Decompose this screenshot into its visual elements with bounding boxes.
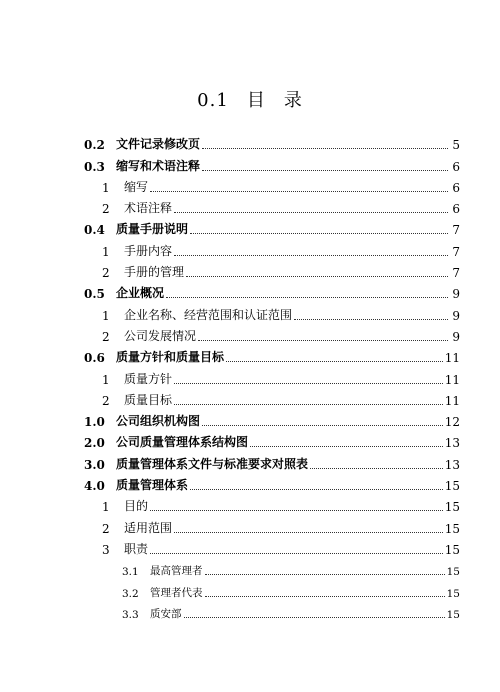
toc-entry-number: 1 [102,500,110,515]
toc-leader-dots [198,340,448,341]
toc-entry-title: 最高管理者 [150,565,203,578]
table-of-contents [84,131,460,621]
toc-entry-number: 0.5 [84,287,105,302]
toc-entry-title: 管理者代表 [150,586,203,599]
toc-entry[interactable] [84,323,460,344]
toc-leader-dots [174,212,448,213]
toc-entry-title: 企业名称、经营范围和认证范围 [124,307,293,322]
toc-entry-page: 13 [444,436,460,451]
toc-leader-dots [226,361,443,362]
toc-entry-page: 7 [452,244,460,259]
toc-leader-dots [190,233,448,234]
toc-entry[interactable] [84,536,460,557]
toc-entry[interactable] [84,578,460,599]
toc-entry-title: 质量管理体系 [116,478,189,493]
toc-entry-number: 2.0 [84,436,105,451]
toc-entry-number: 1 [102,244,110,259]
toc-entry-page: 12 [444,415,460,430]
toc-entry-title: 目的 [124,499,149,514]
toc-leader-dots [150,510,443,511]
toc-entry[interactable] [84,280,460,301]
toc-leader-dots [174,404,443,405]
toc-entry-title: 手册的管理 [124,265,185,280]
toc-leader-dots [310,468,443,469]
title-text-b: 录 [283,90,303,111]
page-title [0,86,500,112]
toc-entry-number: 3 [102,542,110,557]
toc-entry-page: 7 [452,223,460,238]
toc-entry-page: 6 [452,180,460,195]
toc-entry[interactable] [84,450,460,471]
toc-entry-number: 0.6 [84,351,105,366]
title-text-a: 目 [246,90,266,111]
toc-leader-dots [205,574,445,575]
toc-leader-dots [150,191,448,192]
toc-entry-number: 0.4 [84,223,105,238]
toc-leader-dots [150,553,443,554]
toc-entry[interactable] [84,557,460,578]
toc-entry-page: 9 [452,329,460,344]
toc-entry-number: 2 [102,329,110,344]
toc-entry-number: 0.2 [84,138,105,153]
toc-entry[interactable] [84,387,460,408]
toc-entry-page: 11 [444,393,460,408]
toc-entry-number: 3.2 [122,587,139,600]
toc-entry-number: 1 [102,372,110,387]
toc-entry-page: 5 [452,138,460,153]
toc-entry-page: 15 [446,587,460,600]
toc-entry[interactable] [84,514,460,535]
toc-entry[interactable] [84,131,460,152]
toc-entry[interactable] [84,600,460,621]
toc-entry[interactable] [84,301,460,322]
toc-entry[interactable] [84,344,460,365]
toc-entry-number: 3.1 [122,566,139,579]
toc-entry-page: 13 [444,457,460,472]
toc-leader-dots [294,319,448,320]
toc-entry[interactable] [84,195,460,216]
toc-entry-number: 3.3 [122,608,139,621]
toc-entry-title: 质量目标 [124,392,173,407]
toc-entry-title: 质量手册说明 [116,222,189,237]
toc-entry-title: 质量方针和质量目标 [116,350,225,365]
toc-entry-page: 9 [452,308,460,323]
toc-entry-page: 9 [452,287,460,302]
toc-entry-page: 15 [446,566,460,579]
toc-entry-title: 适用范围 [124,520,173,535]
toc-entry-page: 15 [444,500,460,515]
toc-entry-title: 手册内容 [124,243,173,258]
toc-entry-number: 1 [102,180,110,195]
toc-entry[interactable] [84,174,460,195]
toc-entry-title: 文件记录修改页 [116,137,201,152]
toc-leader-dots [174,383,443,384]
toc-leader-dots [202,170,448,171]
toc-entry-title: 质量方针 [124,371,173,386]
toc-entry-page: 11 [444,351,460,366]
toc-entry-number: 2 [102,202,110,217]
toc-leader-dots [190,489,443,490]
toc-entry[interactable] [84,152,460,173]
toc-entry-page: 6 [452,202,460,217]
toc-entry-title: 术语注释 [124,201,173,216]
toc-entry-number: 1 [102,308,110,323]
toc-leader-dots [205,596,445,597]
toc-entry-page: 15 [446,608,460,621]
toc-entry-number: 4.0 [84,479,105,494]
toc-entry-number: 2 [102,521,110,536]
toc-entry-title: 公司质量管理体系结构图 [116,435,249,450]
toc-entry-number: 2 [102,266,110,281]
toc-entry[interactable] [84,237,460,258]
toc-entry-title: 职责 [124,541,149,556]
toc-entry[interactable] [84,408,460,429]
toc-leader-dots [202,425,443,426]
toc-leader-dots [184,617,445,618]
toc-entry-title: 缩写和术语注释 [116,158,201,173]
toc-entry-page: 15 [444,479,460,494]
toc-entry-page: 15 [444,542,460,557]
toc-entry-number: 1.0 [84,415,105,430]
toc-entry[interactable] [84,216,460,237]
toc-leader-dots [174,255,448,256]
toc-entry[interactable] [84,259,460,280]
title-number: 0.1 [197,90,229,111]
toc-entry-title: 缩写 [124,179,149,194]
toc-leader-dots [186,276,448,277]
toc-entry[interactable] [84,429,460,450]
toc-entry-title: 公司发展情况 [124,328,197,343]
toc-entry-title: 质安部 [150,607,182,620]
toc-leader-dots [250,446,443,447]
toc-entry-number: 0.3 [84,159,105,174]
toc-leader-dots [166,297,448,298]
toc-entry-page: 6 [452,159,460,174]
toc-entry-number: 3.0 [84,457,105,472]
toc-leader-dots [174,532,443,533]
toc-entry-title: 质量管理体系文件与标准要求对照表 [116,456,309,471]
toc-entry-title: 企业概况 [116,286,165,301]
toc-entry-number: 2 [102,393,110,408]
toc-entry-page: 7 [452,266,460,281]
toc-entry-page: 11 [444,372,460,387]
toc-entry-title: 公司组织机构图 [116,414,201,429]
toc-entry-page: 15 [444,521,460,536]
toc-entry[interactable] [84,365,460,386]
toc-entry[interactable] [84,472,460,493]
toc-leader-dots [202,148,448,149]
toc-entry[interactable] [84,493,460,514]
